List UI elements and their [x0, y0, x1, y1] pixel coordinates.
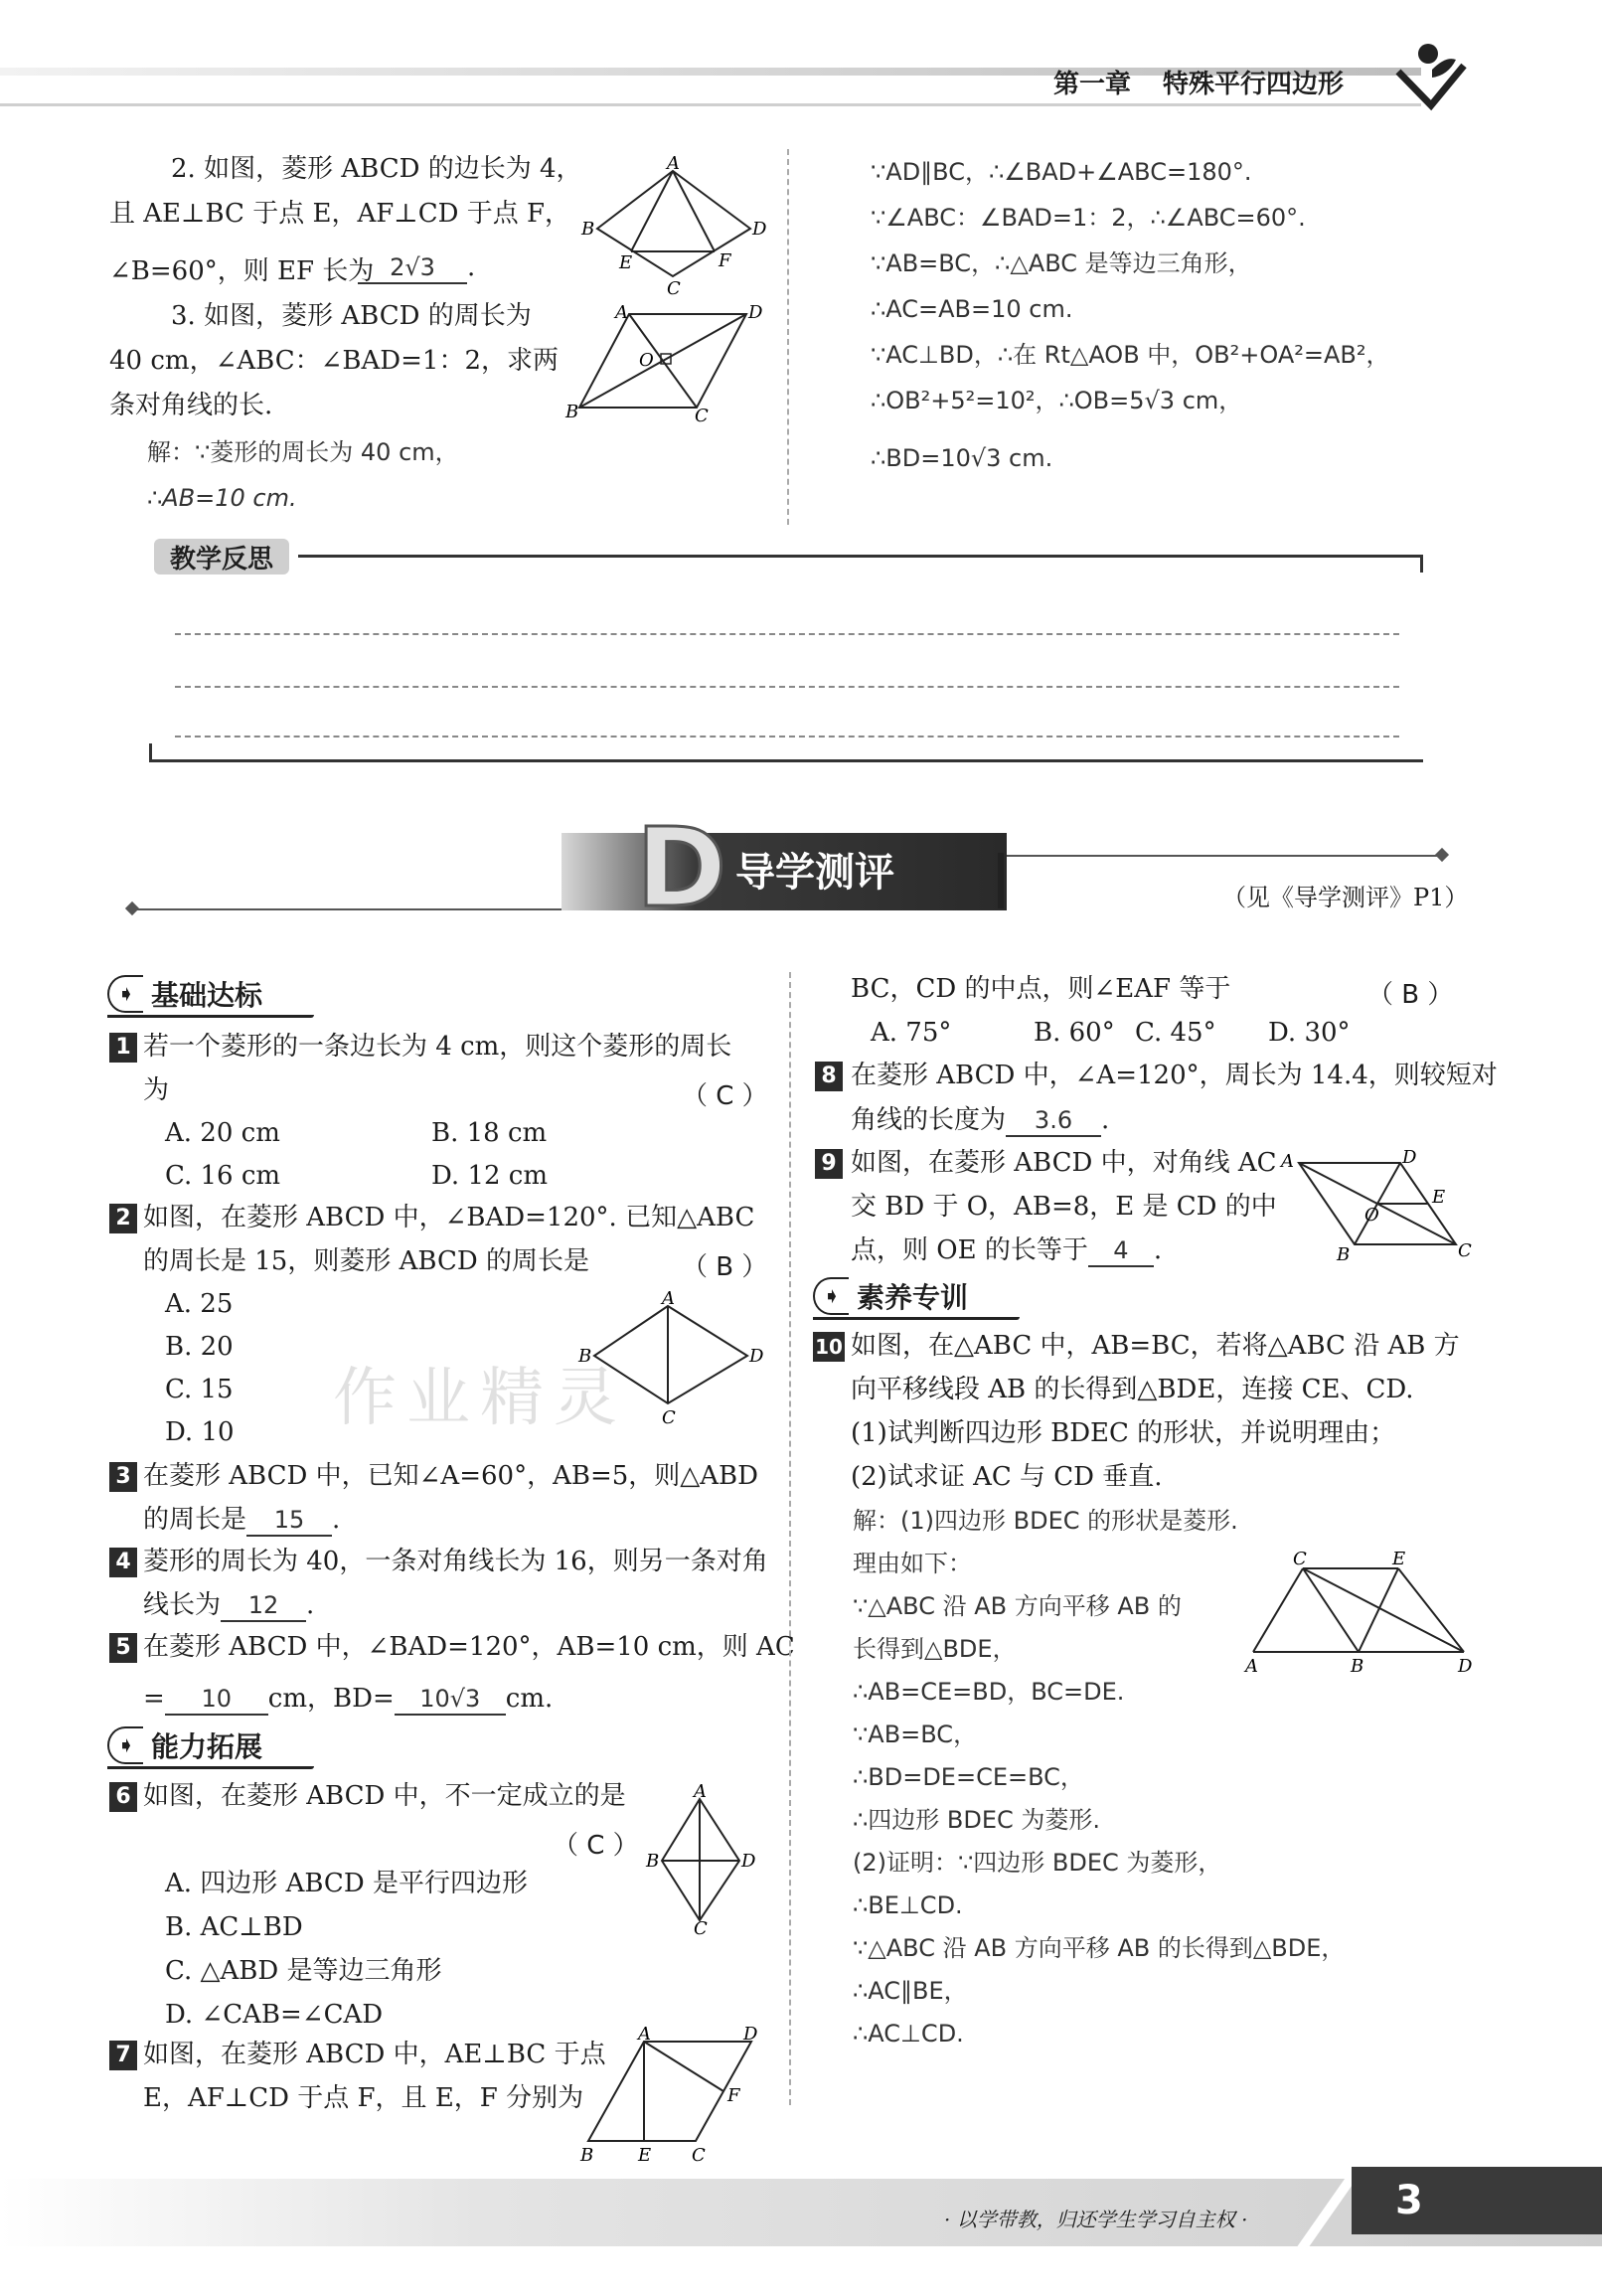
- top-q3-line2: 40 cm，∠ABC：∠BAD=1：2，求两: [109, 346, 559, 376]
- q2-number: 2: [109, 1204, 137, 1233]
- q7-fig-label-d: D: [743, 2024, 758, 2045]
- q10-sol-7: ∴BD=DE=CE=BC，: [853, 1763, 1084, 1791]
- watermark: 作业精灵: [333, 1362, 627, 1435]
- q6-opt-d: D. ∠CAB=∠CAD: [165, 2000, 384, 2030]
- banner-right-dot: [1435, 848, 1449, 862]
- q4-line2-text: 线长为: [143, 1590, 222, 1620]
- q7-fig-label-c: C: [692, 2145, 706, 2166]
- q9-line2: 交 BD 于 O，AB=8，E 是 CD 的中: [851, 1192, 1277, 1222]
- fig2-label-e: E: [619, 252, 633, 273]
- q6-fig-label-b: B: [646, 1851, 660, 1872]
- top-q2-answer-blank: [358, 252, 475, 284]
- figure-parallelogram-o: [561, 298, 763, 427]
- q8-line2: [851, 1105, 1109, 1137]
- figure-q7-rhombus: [576, 2024, 775, 2166]
- top-column-divider: [787, 149, 789, 525]
- top-right-line-6: ∴OB²+5²=10²，∴OB=5√3 cm，: [871, 387, 1243, 414]
- section-ability-icon: ➧: [107, 1726, 143, 1764]
- q7-opt-b: B. 60°: [1034, 1018, 1115, 1048]
- q2-opt-c: C. 15: [165, 1375, 234, 1404]
- q10-sol-2: 理由如下：: [853, 1550, 972, 1577]
- q9-answer: 4: [1088, 1235, 1154, 1267]
- q3-line2-text: 的周长是: [143, 1505, 247, 1535]
- q10-fig-label-d: D: [1458, 1656, 1473, 1677]
- section-basic: [107, 974, 314, 1014]
- q10-sol-11: ∵△ABC 沿 AB 方向平移 AB 的长得到△BDE，: [853, 1934, 1346, 1962]
- q2-line1: 如图，在菱形 ABCD 中，∠BAD=120°. 已知△ABC: [143, 1203, 755, 1232]
- q4-end: .: [306, 1590, 315, 1620]
- q2-opt-a: A. 25: [165, 1289, 234, 1319]
- section-ability-underline: [107, 1766, 314, 1769]
- q7-line1: 如图，在菱形 ABCD 中，AE⊥BC 于点: [143, 2040, 606, 2069]
- figure-q6-rhombus: [644, 1781, 761, 1939]
- fig2-label-b: B: [581, 219, 595, 240]
- q7-fig-label-f: F: [727, 2085, 740, 2106]
- fig3-label-b: B: [565, 402, 579, 422]
- footer-page-number: 3: [1395, 2178, 1423, 2223]
- q6-fig-label-c: C: [694, 1918, 708, 1939]
- fig2-label-f: F: [719, 250, 731, 271]
- banner-title: 导学测评: [735, 850, 894, 896]
- q5-line2: [143, 1684, 553, 1716]
- q9-fig-label-a: A: [1281, 1151, 1294, 1172]
- q1-answer-value: C: [716, 1081, 734, 1111]
- q10-sol-10: ∴BE⊥CD.: [853, 1891, 963, 1919]
- q2-fig-label-a: A: [662, 1288, 675, 1309]
- bottom-column-divider: [789, 972, 791, 2105]
- q10-sol-1: 解：(1)四边形 BDEC 的形状是菱形.: [853, 1507, 1238, 1535]
- figure-q9-rhombus: [1277, 1145, 1476, 1264]
- footer-page-box: [1352, 2167, 1602, 2234]
- top-q3-sol2: ∴AB=10 cm.: [147, 484, 297, 512]
- q8-line2-text: 角线的长度为: [851, 1105, 1007, 1135]
- q4-number: 4: [109, 1548, 137, 1577]
- top-right-line-2: ∵∠ABC：∠BAD=1：2，∴∠ABC=60°.: [871, 204, 1306, 232]
- top-q2-end: .: [467, 252, 476, 282]
- fig3-label-d: D: [748, 302, 763, 323]
- fig3-label-c: C: [695, 406, 709, 426]
- q7-fig-label-e: E: [638, 2145, 652, 2166]
- section-ability: [107, 1725, 314, 1765]
- q3-line1: 在菱形 ABCD 中，已知∠A=60°，AB=5，则△ABD: [143, 1461, 758, 1491]
- section-ability-title: 能力拓展: [151, 1730, 263, 1763]
- section-basic-icon: ➧: [107, 975, 143, 1013]
- fig3-label-o: O: [639, 350, 654, 371]
- fig3-label-a: A: [615, 302, 628, 323]
- q5-number: 5: [109, 1633, 137, 1663]
- reflection-right-tick: [1420, 555, 1423, 573]
- q2-fig-label-b: B: [578, 1346, 592, 1367]
- q8-end: .: [1101, 1105, 1110, 1135]
- banner-end-bar: [998, 853, 1004, 908]
- banner-letter: D: [636, 804, 727, 931]
- q10-fig-label-b: B: [1351, 1656, 1364, 1677]
- top-q2-line3: ∠B=60°，则 EF 长为: [109, 256, 375, 286]
- top-q3-line3: 条对角线的长.: [109, 391, 273, 420]
- reflection-line-3: [175, 736, 1399, 738]
- q10-sol-13: ∴AC⊥CD.: [853, 2020, 964, 2048]
- top-q3-line1: 3. 如图，菱形 ABCD 的周长为: [171, 301, 532, 331]
- section-literacy-underline: [813, 1317, 1020, 1320]
- q10-sol-9: (2)证明：∵四边形 BDEC 为菱形，: [853, 1849, 1222, 1877]
- header-chapter-title: 特殊平行四边形: [1163, 70, 1345, 99]
- q10-sol-6: ∵AB=BC，: [853, 1721, 978, 1748]
- q7-cont-line1: BC，CD 的中点，则∠EAF 等于: [851, 974, 1231, 1004]
- top-right-line-3: ∵AB=BC，∴△ABC 是等边三角形，: [871, 249, 1252, 277]
- q4-line1: 菱形的周长为 40，一条对角线长为 16，则另一条对角: [143, 1547, 768, 1576]
- q3-number: 3: [109, 1462, 137, 1492]
- banner-left-line: [131, 908, 568, 910]
- q1-line1: 若一个菱形的一条边长为 4 cm，则这个菱形的周长: [143, 1032, 732, 1062]
- figure-q10-translation: [1237, 1547, 1476, 1676]
- top-q2-line1: 2. 如图，菱形 ABCD 的边长为 4，: [171, 154, 582, 184]
- q10-number: 10: [813, 1332, 845, 1362]
- q7-line2: E，AF⊥CD 于点 F，且 E，F 分别为: [143, 2083, 584, 2113]
- q6-opt-a: A. 四边形 ABCD 是平行四边形: [165, 1869, 528, 1898]
- q9-number: 9: [815, 1149, 843, 1179]
- banner-left-dot: [125, 902, 139, 915]
- q8-answer: 3.6: [1006, 1105, 1101, 1137]
- q7-opt-d: D. 30°: [1268, 1018, 1351, 1048]
- section-basic-title: 基础达标: [151, 979, 263, 1012]
- q7-opt-a: A. 75°: [871, 1018, 952, 1048]
- q4-answer: 12: [221, 1590, 306, 1622]
- reflection-title-box: [154, 539, 289, 574]
- q7-opt-c: C. 45°: [1135, 1018, 1216, 1048]
- q10-sol-3: ∵△ABC 沿 AB 方向平移 AB 的: [853, 1592, 1182, 1620]
- q10-line2: 向平移线段 AB 的长得到△BDE，连接 CE、CD.: [851, 1375, 1414, 1404]
- q10-sol-8: ∴四边形 BDEC 为菱形.: [853, 1806, 1101, 1834]
- q9-fig-label-b: B: [1337, 1244, 1351, 1265]
- q5-line1: 在菱形 ABCD 中，∠BAD=120°，AB=10 cm，则 AC: [143, 1632, 795, 1662]
- q1-opt-a: A. 20 cm: [165, 1118, 280, 1148]
- q1-answer: （ C ）: [682, 1081, 768, 1111]
- q2-answer: （ B ）: [682, 1252, 768, 1282]
- reflection-line-1: [175, 633, 1399, 635]
- q2-fig-label-d: D: [749, 1346, 764, 1367]
- header-chapter: 第一章: [1053, 70, 1132, 99]
- header-bar-line: [0, 103, 1421, 106]
- q5-eq: =: [143, 1684, 165, 1714]
- q7-answer: （ B ）: [1367, 980, 1454, 1010]
- footer-motto: · 以学带教，归还学生学习自主权 ·: [944, 2208, 1248, 2231]
- q6-answer-value: C: [586, 1831, 605, 1861]
- top-q2-answer: 2√3: [358, 252, 467, 284]
- q9-line3-text: 点，则 OE 的长等于: [851, 1235, 1088, 1265]
- q5-answer-bd: 10√3: [395, 1684, 506, 1716]
- q10-sol-5: ∴AB=CE=BD，BC=DE.: [853, 1678, 1125, 1706]
- q1-line2: 为: [143, 1075, 170, 1105]
- top-q3-sol1: 解：∵菱形的周长为 40 cm，: [147, 438, 459, 466]
- q10-line4: (2)试求证 AC 与 CD 垂直.: [851, 1462, 1163, 1492]
- fig2-label-c: C: [667, 278, 681, 299]
- q6-line1: 如图，在菱形 ABCD 中，不一定成立的是: [143, 1781, 626, 1811]
- reflection-top-line: [298, 555, 1423, 558]
- section-basic-underline: [107, 1015, 314, 1018]
- q2-fig-label-c: C: [662, 1407, 676, 1428]
- q1-opt-c: C. 16 cm: [165, 1161, 281, 1191]
- q10-line1: 如图，在△ABC 中，AB=BC，若将△ABC 沿 AB 方: [851, 1331, 1460, 1361]
- section-literacy-title: 素养专训: [857, 1281, 969, 1314]
- top-right-line-4: ∴AC=AB=10 cm.: [871, 295, 1073, 323]
- q3-line2: [143, 1505, 340, 1537]
- reflection-bottom-line: [149, 759, 1423, 762]
- q6-fig-label-d: D: [741, 1851, 756, 1872]
- q7-fig-label-a: A: [638, 2024, 651, 2045]
- top-right-line-1: ∵AD∥BC，∴∠BAD+∠ABC=180°.: [871, 158, 1252, 186]
- q7-fig-label-b: B: [580, 2145, 594, 2166]
- q7-answer-value: B: [1401, 980, 1420, 1010]
- figure-rhombus-aef: [581, 153, 767, 299]
- q5-mid: cm，BD=: [267, 1684, 395, 1714]
- section-literacy-icon: ➧: [813, 1277, 849, 1315]
- reflection-line-2: [175, 686, 1399, 688]
- q8-number: 8: [815, 1062, 843, 1091]
- q10-sol-4: 长得到△BDE，: [853, 1635, 1017, 1663]
- banner-ref: （见《导学测评》P1）: [1222, 884, 1469, 911]
- q2-answer-value: B: [716, 1252, 734, 1282]
- q10-fig-label-e: E: [1392, 1549, 1406, 1569]
- q9-line1: 如图，在菱形 ABCD 中，对角线 AC: [851, 1148, 1277, 1178]
- q9-fig-label-d: D: [1402, 1147, 1417, 1168]
- q9-line3: [851, 1235, 1162, 1267]
- q6-opt-c: C. △ABD 是等边三角形: [165, 1956, 442, 1986]
- q9-fig-label-c: C: [1458, 1240, 1472, 1261]
- q9-end: .: [1153, 1235, 1163, 1265]
- top-q2-line2: 且 AE⊥BC 于点 E，AF⊥CD 于点 F，: [109, 199, 571, 229]
- top-right-line-5: ∵AC⊥BD，∴在 Rt△AOB 中，OB²+OA²=AB²，: [871, 341, 1390, 369]
- q1-opt-b: B. 18 cm: [431, 1118, 548, 1148]
- q6-opt-b: B. AC⊥BD: [165, 1912, 303, 1942]
- q1-number: 1: [109, 1033, 137, 1063]
- top-right-line-7: ∴BD=10√3 cm.: [871, 444, 1053, 472]
- q5-answer-ac: 10: [165, 1684, 268, 1716]
- q7-number: 7: [109, 2041, 137, 2070]
- q3-end: .: [332, 1505, 341, 1535]
- q10-line3: (1)试判断四边形 BDEC 的形状，并说明理由；: [851, 1418, 1396, 1448]
- q2-opt-d: D. 10: [165, 1417, 235, 1447]
- reflection-left-tick: [149, 743, 152, 761]
- q9-fig-label-e: E: [1432, 1187, 1446, 1208]
- section-literacy: [813, 1276, 1020, 1316]
- q3-answer: 15: [246, 1505, 332, 1537]
- q2-line2: 的周长是 15，则菱形 ABCD 的周长是: [143, 1246, 589, 1276]
- q2-opt-b: B. 20: [165, 1332, 234, 1362]
- q8-line1: 在菱形 ABCD 中，∠A=120°，周长为 14.4，则较短对: [851, 1061, 1498, 1090]
- header-logo: [1396, 36, 1466, 107]
- q10-fig-label-a: A: [1245, 1656, 1258, 1677]
- q1-opt-d: D. 12 cm: [431, 1161, 549, 1191]
- banner-right-line: [1004, 855, 1441, 857]
- q6-number: 6: [109, 1782, 137, 1812]
- q5-end: cm.: [505, 1684, 554, 1714]
- q10-sol-12: ∴AC∥BE，: [853, 1977, 968, 2005]
- q6-answer: （ C ）: [553, 1831, 639, 1861]
- q10-fig-label-c: C: [1293, 1549, 1307, 1569]
- q9-fig-label-o: O: [1364, 1205, 1379, 1226]
- q4-line2: [143, 1590, 314, 1622]
- fig2-label-a: A: [667, 153, 680, 174]
- reflection-title: 教学反思: [169, 544, 273, 574]
- q6-fig-label-a: A: [694, 1781, 707, 1802]
- fig2-label-d: D: [752, 219, 767, 240]
